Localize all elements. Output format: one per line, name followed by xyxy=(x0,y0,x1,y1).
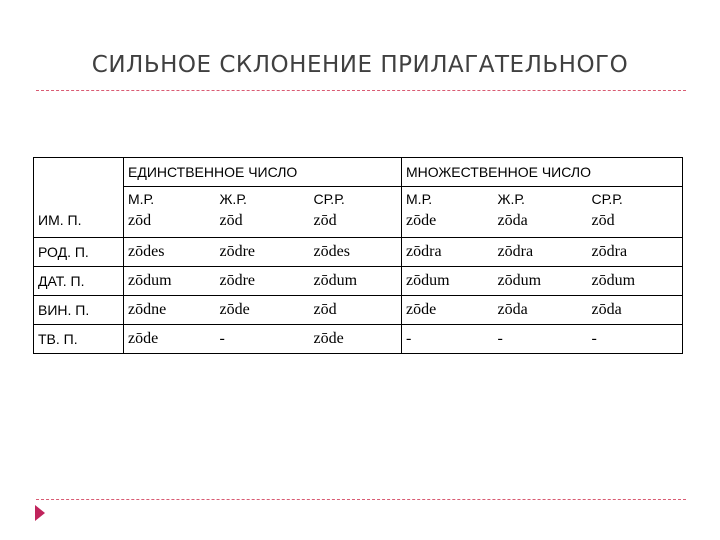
case-label: ТВ. П. xyxy=(34,325,124,354)
form-cell: - xyxy=(588,325,683,354)
case-label: ИМ. П. xyxy=(34,210,124,238)
table-row xyxy=(34,267,683,296)
form-cell: - xyxy=(216,325,310,354)
number-header-row xyxy=(34,158,683,187)
form-cell: zōde xyxy=(402,210,494,238)
form-cell: zōd xyxy=(124,210,216,238)
form-cell: zōde xyxy=(124,325,216,354)
gender-header-cell: Ж.Р. xyxy=(494,187,588,211)
form-cell: zōdra xyxy=(588,238,683,267)
gender-header-cell: СР.Р. xyxy=(310,187,402,211)
top-divider xyxy=(36,90,686,91)
table-row xyxy=(34,325,683,354)
form-cell: - xyxy=(402,325,494,354)
form-cell: zōdra xyxy=(494,238,588,267)
table-row xyxy=(34,296,683,325)
form-cell: zōda xyxy=(588,296,683,325)
corner-cell xyxy=(34,187,124,211)
form-cell: zōde xyxy=(216,296,310,325)
form-cell: zōdum xyxy=(588,267,683,296)
form-cell: zōda xyxy=(494,296,588,325)
bottom-divider xyxy=(36,499,686,500)
case-label: ВИН. П. xyxy=(34,296,124,325)
form-cell: zōdes xyxy=(124,238,216,267)
gender-header-cell: М.Р. xyxy=(124,187,216,211)
form-cell: zōdre xyxy=(216,238,310,267)
gender-header-row xyxy=(34,187,683,211)
table-row xyxy=(34,238,683,267)
plural-header: МНОЖЕСТВЕННОЕ ЧИСЛО xyxy=(402,158,683,187)
form-cell: - xyxy=(494,325,588,354)
form-cell: zōd xyxy=(216,210,310,238)
gender-header-cell: Ж.Р. xyxy=(216,187,310,211)
form-cell: zōd xyxy=(310,296,402,325)
form-cell: zōda xyxy=(494,210,588,238)
form-cell: zōdre xyxy=(216,267,310,296)
case-label: ДАТ. П. xyxy=(34,267,124,296)
form-cell: zōde xyxy=(310,325,402,354)
form-cell: zōdra xyxy=(402,238,494,267)
form-cell: zōd xyxy=(310,210,402,238)
table-row xyxy=(34,210,683,238)
next-slide-arrow-icon xyxy=(35,505,45,521)
form-cell: zōde xyxy=(402,296,494,325)
gender-header-cell: СР.Р. xyxy=(588,187,683,211)
form-cell: zōdum xyxy=(494,267,588,296)
form-cell: zōdes xyxy=(310,238,402,267)
slide-title: СИЛЬНОЕ СКЛОНЕНИЕ ПРИЛАГАТЕЛЬНОГО xyxy=(91,52,629,78)
case-label: РОД. П. xyxy=(34,238,124,267)
declension-table xyxy=(33,157,683,354)
singular-header: ЕДИНСТВЕННОЕ ЧИСЛО xyxy=(124,158,402,187)
form-cell: zōdne xyxy=(124,296,216,325)
form-cell: zōdum xyxy=(310,267,402,296)
corner-cell xyxy=(34,158,124,187)
form-cell: zōdum xyxy=(402,267,494,296)
form-cell: zōdum xyxy=(124,267,216,296)
gender-header-cell: М.Р. xyxy=(402,187,494,211)
form-cell: zōd xyxy=(588,210,683,238)
